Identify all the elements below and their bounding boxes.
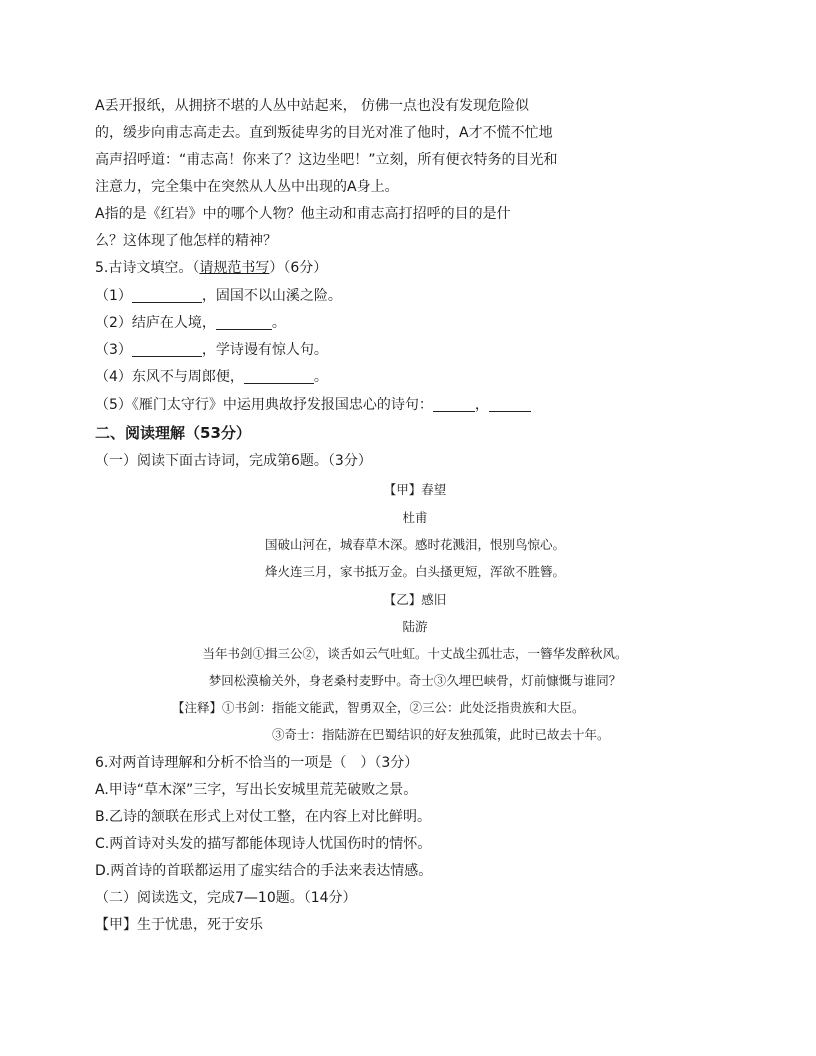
part1-intro: （一）阅读下面古诗词，完成第6题。（3分）	[95, 453, 372, 469]
q5-prefix: 5.古诗文填空。（	[95, 260, 200, 276]
q5-suffix: ）（6分）	[269, 260, 328, 276]
q5-item-2	[95, 313, 735, 333]
poem-b-line: 梦回松漠榆关外，身老桑村麦野中。奇士③久埋巴峡骨，灯前慷慨与谁同？	[208, 673, 622, 688]
answer-blank[interactable]	[132, 288, 202, 303]
question-line: A指的是《红岩》中的哪个人物？他主动和甫志高打招呼的目的是什	[95, 206, 511, 222]
answer-blank[interactable]	[244, 369, 314, 384]
poem-b-note: ③奇士：指陆游在巴蜀结识的好友独孤策，此时已故去十年。	[272, 727, 610, 742]
poem-a-line: 国破山河在，城春草木深。感时花溅泪，恨别鸟惊心。	[264, 537, 565, 552]
q6-option-a: A.甲诗“草木深”三字，写出长安城里荒芜破败之景。	[95, 782, 418, 798]
passage-line: 高声招呼道：“甫志高！你来了？这边坐吧！”立刻，所有便衣特务的目光和	[95, 152, 558, 168]
passage-line: A丢开报纸，从拥挤不堪的人丛中站起来， 仿佛一点也没有发现危险似	[95, 98, 530, 114]
passage-line: 注意力，完全集中在突然从人丛中出现的A身上。	[95, 179, 399, 195]
q6-stem: 6.对两首诗理解和分析不恰当的一项是（ ）（3分）	[95, 755, 419, 771]
answer-blank[interactable]	[132, 342, 202, 357]
q5-heading	[95, 258, 735, 278]
answer-blank[interactable]	[489, 397, 531, 412]
question-line: 么？这体现了他怎样的精神？	[95, 233, 277, 249]
poem-b-note: 【注释】①书剑：指能文能武，智勇双全，②三公：此处泛指贵族和大臣。	[172, 700, 585, 715]
q6-option-c: C.两首诗对头发的描写都能体现诗人忧国伤时的情怀。	[95, 836, 432, 852]
q5-item-prefix: （2）结庐在人境，	[95, 315, 216, 331]
q5-item-prefix: （4）东风不与周郎便，	[95, 369, 244, 385]
q5-item-prefix: （5）《雁门太守行》中运用典故抒发报国忠心的诗句：	[95, 397, 433, 413]
part2-intro: （二）阅读选文，完成7—10题。（14分）	[95, 890, 357, 906]
answer-blank[interactable]	[216, 315, 272, 330]
poem-b-title: 【乙】感旧	[383, 592, 447, 607]
q5-item-1	[95, 286, 735, 306]
poem-a-line: 烽火连三月，家书抵万金。白头搔更短，浑欲不胜簪。	[264, 564, 565, 579]
q5-item-text: 。	[271, 315, 286, 331]
poem-b-author: 陆游	[402, 619, 428, 634]
q5-item-5	[95, 395, 735, 415]
answer-blank[interactable]	[433, 397, 475, 412]
poem-b-line: 当年书剑①揖三公②，谈舌如云气吐虹。十丈战尘孤壮志，一簪华发醉秋风。	[202, 646, 628, 661]
q5-item-text: 。	[313, 369, 328, 385]
q5-item-prefix: （3）	[95, 342, 132, 358]
q5-instruction-underlined: 请规范书写	[199, 260, 270, 276]
poem-a-title: 【甲】春望	[383, 482, 447, 497]
q5-item-prefix: （1）	[95, 288, 132, 304]
passage-line: 的，缓步向甫志高走去。直到叛徒卑劣的目光对准了他时，A才不慌不忙地	[95, 125, 553, 141]
q5-item-text: ，固国不以山溪之险。	[201, 288, 342, 304]
section-heading: 二、阅读理解（53分）	[95, 424, 251, 442]
selection-a-title: 【甲】生于忧患，死于安乐	[95, 917, 263, 933]
q5-item-text: ，学诗谩有惊人句。	[201, 342, 328, 358]
poem-a-author: 杜甫	[402, 510, 428, 525]
q5-item-3	[95, 340, 735, 360]
q5-item-4	[95, 367, 735, 387]
q5-item-separator: ，	[474, 397, 489, 413]
q6-option-d: D.两首诗的首联都运用了虚实结合的手法来表达情感。	[95, 863, 433, 879]
q6-option-b: B.乙诗的颔联在形式上对仗工整，在内容上对比鲜明。	[95, 809, 432, 825]
